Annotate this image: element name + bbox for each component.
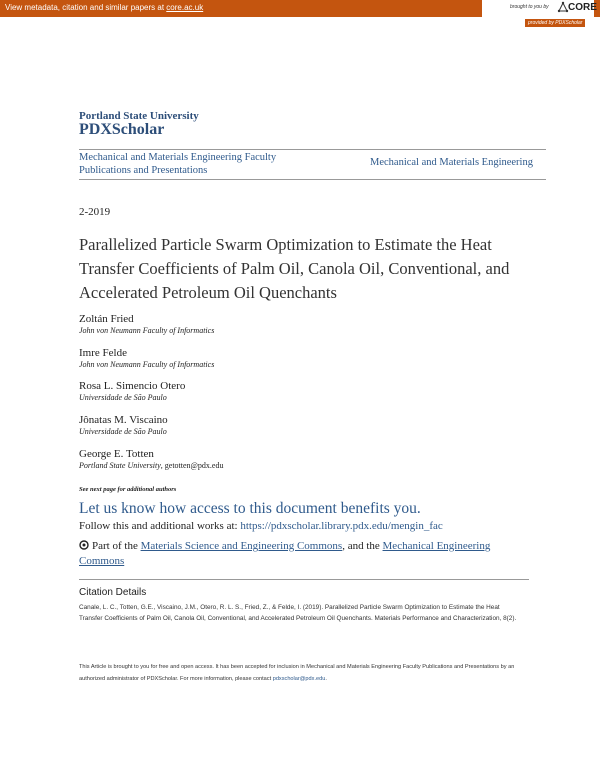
author-email: , getotten@pdx.edu — [160, 461, 224, 470]
repository-name[interactable]: PDXScholar — [79, 121, 165, 138]
bottom-divider — [79, 179, 546, 180]
core-provided-by: provided by PDXScholar — [525, 19, 585, 27]
core-banner — [0, 0, 600, 29]
author-affiliation: Universidade de São Paulo — [79, 427, 167, 436]
part-of-middle: , and the — [342, 540, 383, 552]
collection-link-right[interactable]: Mechanical and Materials Engineering — [370, 157, 533, 168]
author-affiliation-text: Portland State University — [79, 461, 161, 470]
author-affiliation: John von Neumann Faculty of Informatics — [79, 360, 215, 369]
core-brand[interactable]: CORE — [568, 2, 597, 13]
author-name: Rosa L. Simencio Otero — [79, 380, 186, 392]
citation-divider — [79, 579, 529, 580]
collection-link-left[interactable]: Mechanical and Materials Engineering Faculty Publications and Presentations — [79, 152, 277, 176]
part-of-line — [79, 539, 519, 569]
author-affiliation: Universidade de São Paulo — [79, 393, 167, 402]
follow-url-link[interactable]: https://pdxscholar.library.pdx.edu/mengin_fac — [240, 520, 443, 532]
citation-text: Canale, L. C., Totten, G.E., Viscaino, J.M., Otero, R. L. S., Fried, Z., & Felde, I. (2019). Parallelized Particle Swarm Optimization to Estimate the Heat Transfer Coefficients of Palm Oil, Canola Oil, Conventional, and Accelerated Petroleum Oil Quenchants. Materials Performance and Characterization, 8(2). — [79, 604, 517, 622]
author-entry — [79, 313, 214, 335]
see-next-page-note: See next page for additional authors — [79, 486, 177, 493]
author-name: Imre Felde — [79, 347, 127, 359]
mechanical-commons-link[interactable]: Mechanical Engineering Commons — [79, 540, 491, 567]
author-entry — [79, 347, 214, 369]
university-name[interactable]: Portland State University — [79, 110, 199, 122]
core-brought-to-you: brought to you by — [510, 4, 549, 10]
open-access-icon — [79, 540, 89, 550]
core-link-prefix: View metadata, citation and similar papers at — [5, 3, 167, 12]
author-name: Jônatas M. Viscaino — [79, 414, 168, 426]
core-link-text[interactable]: core.ac.uk — [166, 3, 204, 12]
author-entry — [79, 414, 168, 436]
author-entry — [79, 448, 223, 470]
follow-line — [79, 520, 443, 532]
top-divider — [79, 149, 546, 150]
part-of-prefix: Part of the — [92, 540, 141, 552]
footer-notice — [79, 661, 529, 685]
publication-date: 2-2019 — [79, 206, 111, 218]
author-entry — [79, 380, 185, 402]
core-metadata-link[interactable] — [5, 3, 203, 12]
author-name: Zoltán Fried — [79, 313, 134, 325]
materials-commons-link[interactable]: Materials Science and Engineering Commons — [140, 540, 343, 552]
footer-text: This Article is brought to you for free and open access. It has been accepted for inclusion in Mechanical and Materials Engineering Faculty Publications and Presentations by an authorized administrator of PDXScholar. For more information, please contact — [79, 664, 515, 682]
footer-end: . — [325, 676, 327, 682]
citation-heading: Citation Details — [79, 587, 147, 598]
author-affiliation: John von Neumann Faculty of Informatics — [79, 326, 215, 335]
paper-title: Parallelized Particle Swarm Optimization to Estimate the Heat Transfer Coefficients of Palm Oil, Canola Oil, Conventional, and Accelerated Petroleum Oil Quenchants — [79, 235, 510, 302]
feedback-link[interactable]: Let us know how access to this document benefits you. — [79, 500, 421, 517]
author-name: George E. Totten — [79, 448, 154, 460]
follow-prefix: Follow this and additional works at: — [79, 520, 241, 532]
author-affiliation — [79, 461, 223, 470]
contact-email-link[interactable]: pdxscholar@pdx.edu — [272, 676, 326, 682]
